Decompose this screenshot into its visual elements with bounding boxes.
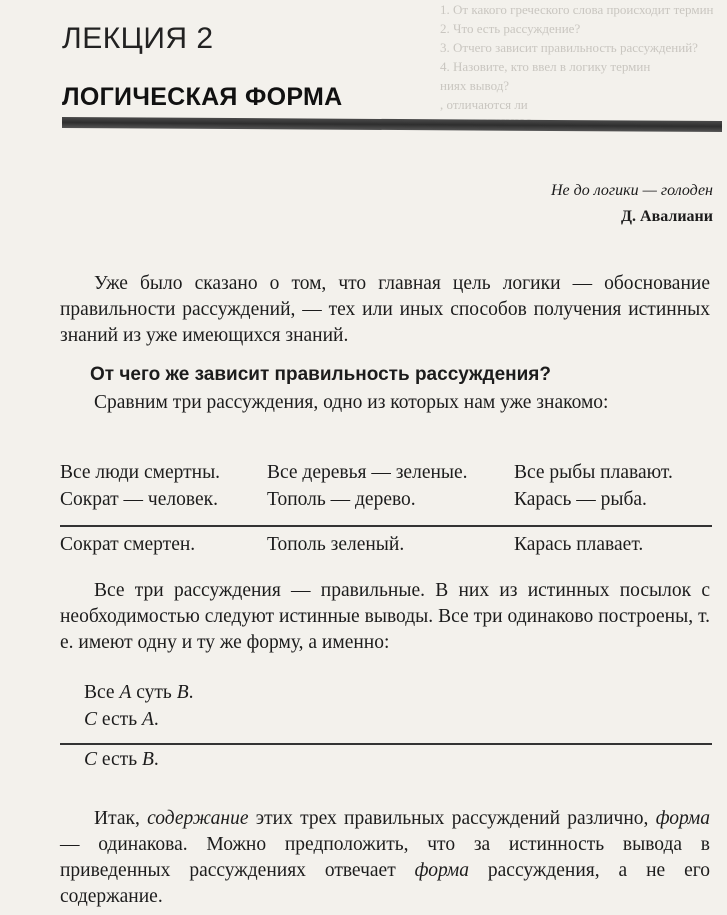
section-intro: Сравним три рассуждения, одно из которых нам уже знакомо: <box>94 392 609 413</box>
intro-paragraph <box>60 271 710 349</box>
ghost-line: , отличаются ли <box>440 97 528 112</box>
paragraph-two-text: Все три рассуждения — правильные. В них из истинных посылок с необходимостью следуют истинные выводы. Все три одинаково построены, т. е. имеют одну и ту же форму, а именно: <box>60 580 710 653</box>
text-run: — одинакова. Можно предположить, что за истинность вывода в приведенных рассуждениях отвечает <box>60 834 710 881</box>
epigraph <box>551 178 713 230</box>
conclusion-paragraph-text <box>60 806 710 910</box>
form-line-2 <box>84 709 159 731</box>
syllogism-cell: Тополь — дерево. <box>267 489 416 510</box>
syllogism-cell: Карась плавает. <box>514 534 644 555</box>
form-line-1 <box>84 682 193 704</box>
form-text: . <box>153 749 159 770</box>
chapter-title: ЛОГИЧЕСКАЯ ФОРМА <box>62 83 343 111</box>
ghost-line: 3. Отчего зависит правильность рассуждений? <box>440 40 698 55</box>
bleed-through-text <box>440 0 727 170</box>
form-text: есть <box>97 749 142 770</box>
form-variable: C <box>84 709 98 730</box>
form-variable: A <box>119 682 132 703</box>
syllogism-cell: Все рыбы плавают. <box>514 462 673 483</box>
text-run: этих трех правильных рассуждений различно, <box>248 808 656 829</box>
ghost-line: 2. Что есть рассуждение? <box>440 21 581 36</box>
text-run: Итак, <box>94 808 148 829</box>
form-variable: C <box>84 749 98 770</box>
lecture-label: ЛЕКЦИЯ 2 <box>62 22 214 55</box>
form-text: . <box>188 682 194 703</box>
epigraph-author: Д. Авалиани <box>621 208 713 225</box>
form-text: есть <box>97 709 142 730</box>
paragraph-two <box>60 578 710 656</box>
form-variable: B <box>176 682 189 703</box>
emphasis-content: содержание <box>147 808 249 829</box>
form-text: . <box>153 709 159 730</box>
section-heading: От чего же зависит правильность рассуждения? <box>90 364 552 385</box>
syllogism-divider <box>60 525 712 527</box>
form-line-3 <box>84 749 159 771</box>
ghost-line: 4. Назовите, кто ввел в логику термин <box>440 59 651 74</box>
emphasis-form: форма <box>414 860 469 881</box>
syllogism-cell: Все люди смертны. <box>60 462 221 483</box>
form-divider <box>60 743 712 745</box>
syllogism-cell: Сократ — человек. <box>60 489 218 510</box>
form-variable: B <box>141 749 154 770</box>
syllogism-cell: Карась — рыба. <box>514 489 647 510</box>
form-text: суть <box>131 682 177 703</box>
ghost-line: 1. От какого греческого слова происходит термин <box>440 2 714 17</box>
form-text: Все <box>84 682 120 703</box>
conclusion-paragraph <box>60 806 710 910</box>
intro-paragraph-text: Уже было сказано о том, что главная цель логики — обоснование правильности рассуждений, — тех или иных способов получения истинных знаний из уже имеющихся знаний. <box>60 273 710 346</box>
emphasis-form: форма <box>655 808 710 829</box>
ghost-line: ниях вывод? <box>440 78 510 93</box>
epigraph-quote: Не до логики — голоден <box>550 182 713 199</box>
text-run: рассуждения, а не его содержание. <box>60 860 710 907</box>
syllogism-cell: Тополь зеленый. <box>267 534 405 555</box>
syllogism-cell: Сократ смертен. <box>60 534 196 555</box>
form-variable: A <box>141 709 154 730</box>
syllogism-cell: Все деревья — зеленые. <box>267 462 468 483</box>
